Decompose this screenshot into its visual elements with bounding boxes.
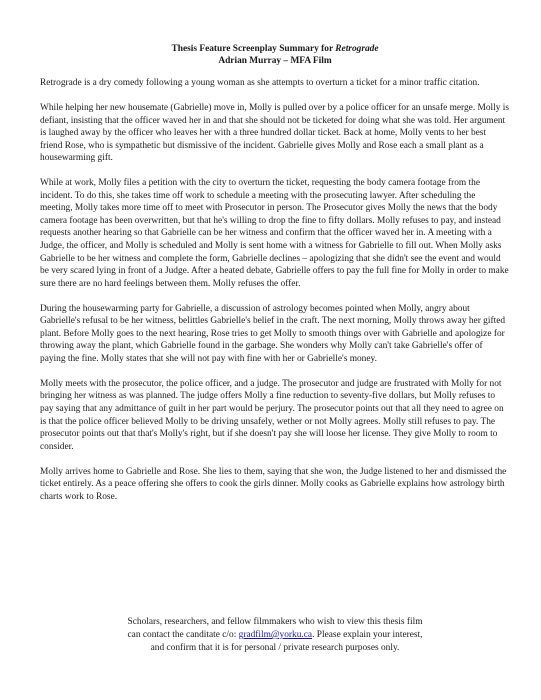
footer-line-2 bbox=[40, 629, 510, 642]
document-page bbox=[40, 43, 510, 516]
title-prefix: Thesis Feature Screenplay Summary for bbox=[171, 44, 333, 54]
summary-paragraph-5: Molly meets with the prosecutor, the police officer, and a judge. The prosecutor and judge are frustrated with Molly for not bringing her witness as was planned. The judge offers Molly a fine reduction to seventy-five dollars, but Molly refuses to pay saying that any admittance of guilt in her part would be perjury. The prosecutor points out that all they need to agree on is that the police officer believed Molly to be driving unsafely, wether or not Molly agrees. Molly still refuses to pay. The prosecutor points out that that's Molly's right, but if she doesn't pay she will loose her license. They give Molly to room to consider. bbox=[40, 378, 504, 452]
summary-paragraph-1: Retrograde is a dry comedy following a young woman as she attempts to overturn a ticket for a minor traffic citation. bbox=[40, 78, 480, 88]
footer-contact-prefix: can contact the canditate c/o: bbox=[127, 630, 237, 640]
author-line: Adrian Murray – MFA Film bbox=[218, 56, 332, 66]
email-link[interactable]: gradfilm@yorku.ca bbox=[238, 630, 313, 640]
summary-paragraph-4: During the housewarming party for Gabrielle, a discussion of astrology becomes pointed when Molly, angry about Gabrielle's refusal to be her witness, belittles Gabrielle's belief in the craft. The next morning, Molly throws away her gifted plant. Before Molly goes to the next hearing, Rose tries to get Molly to smooth things over with Gabrielle and apologize for throwing away the plant, which Gabrielle found in the garbage. She wonders why Molly can't take Gabrielle's offer of paying the fine. Molly states that she will not pay with fine with her or Gabrielle's money. bbox=[40, 303, 506, 364]
document-header bbox=[40, 43, 510, 67]
film-title: Retrograde bbox=[335, 44, 379, 54]
footer-contact-suffix: . Please explain your interest, bbox=[312, 630, 423, 640]
footer-line-1: Scholars, researchers, and fellow filmmakers who wish to view this thesis film bbox=[127, 617, 423, 627]
summary-paragraph-2: While helping her new housemate (Gabrielle) move in, Molly is pulled over by a police officer for an unsafe merge. Molly is defiant, insisting that the officer waved her in and that she should not be ticketed for doing what she was told. Her argument is laughed away by the officer who leaves her with a three hundred dollar ticket. Back at home, Molly vents to her best friend Rose, who is sympathetic but dismissive of the incident. Gabrielle gives Molly and Rose each a small plant as a housewarming gift. bbox=[40, 103, 510, 164]
footer-line-3: and confirm that it is for personal / private research purposes only. bbox=[150, 643, 400, 653]
summary-paragraph-3: While at work, Molly files a petition with the city to overturn the ticket, requesting the body camera footage from the incident. To do this, she takes time off work to schedule a meeting with the prosecuting lawyer. After scheduling the meeting, Molly takes more time off to meet with Prosecutor in person. The Prosecutor gives Molly the news that the body camera footage has been overwritten, but that he's willing to drop the fine to fifty dollars. Molly refuses to pay, and instead requests another hearing so that Gabrielle can be her witness and confirm that the officer waved her in. A meeting with a Judge, the officer, and Molly is scheduled and Molly is sent home with a witness for Gabrielle to fill out. When Molly asks Gabrielle to be her witness and complete the form, Gabrielle declines – apologizing that she didn't see the event and would be very scared lying in front of a Judge. After a heated debate, Gabrielle offers to pay the full fine for Molly in order to make sure there are no hard feelings between them. Molly refuses the offer. bbox=[40, 178, 509, 289]
contact-footer bbox=[40, 616, 510, 655]
document-title bbox=[40, 43, 510, 55]
summary-paragraph-6: Molly arrives home to Gabrielle and Rose. She lies to them, saying that she won, the Judge listened to her and dismissed the ticket entirely. As a peace offering she offers to cook the girls dinner. Molly cooks as Gabrielle explains how astrology birth charts work to Rose. bbox=[40, 466, 507, 502]
